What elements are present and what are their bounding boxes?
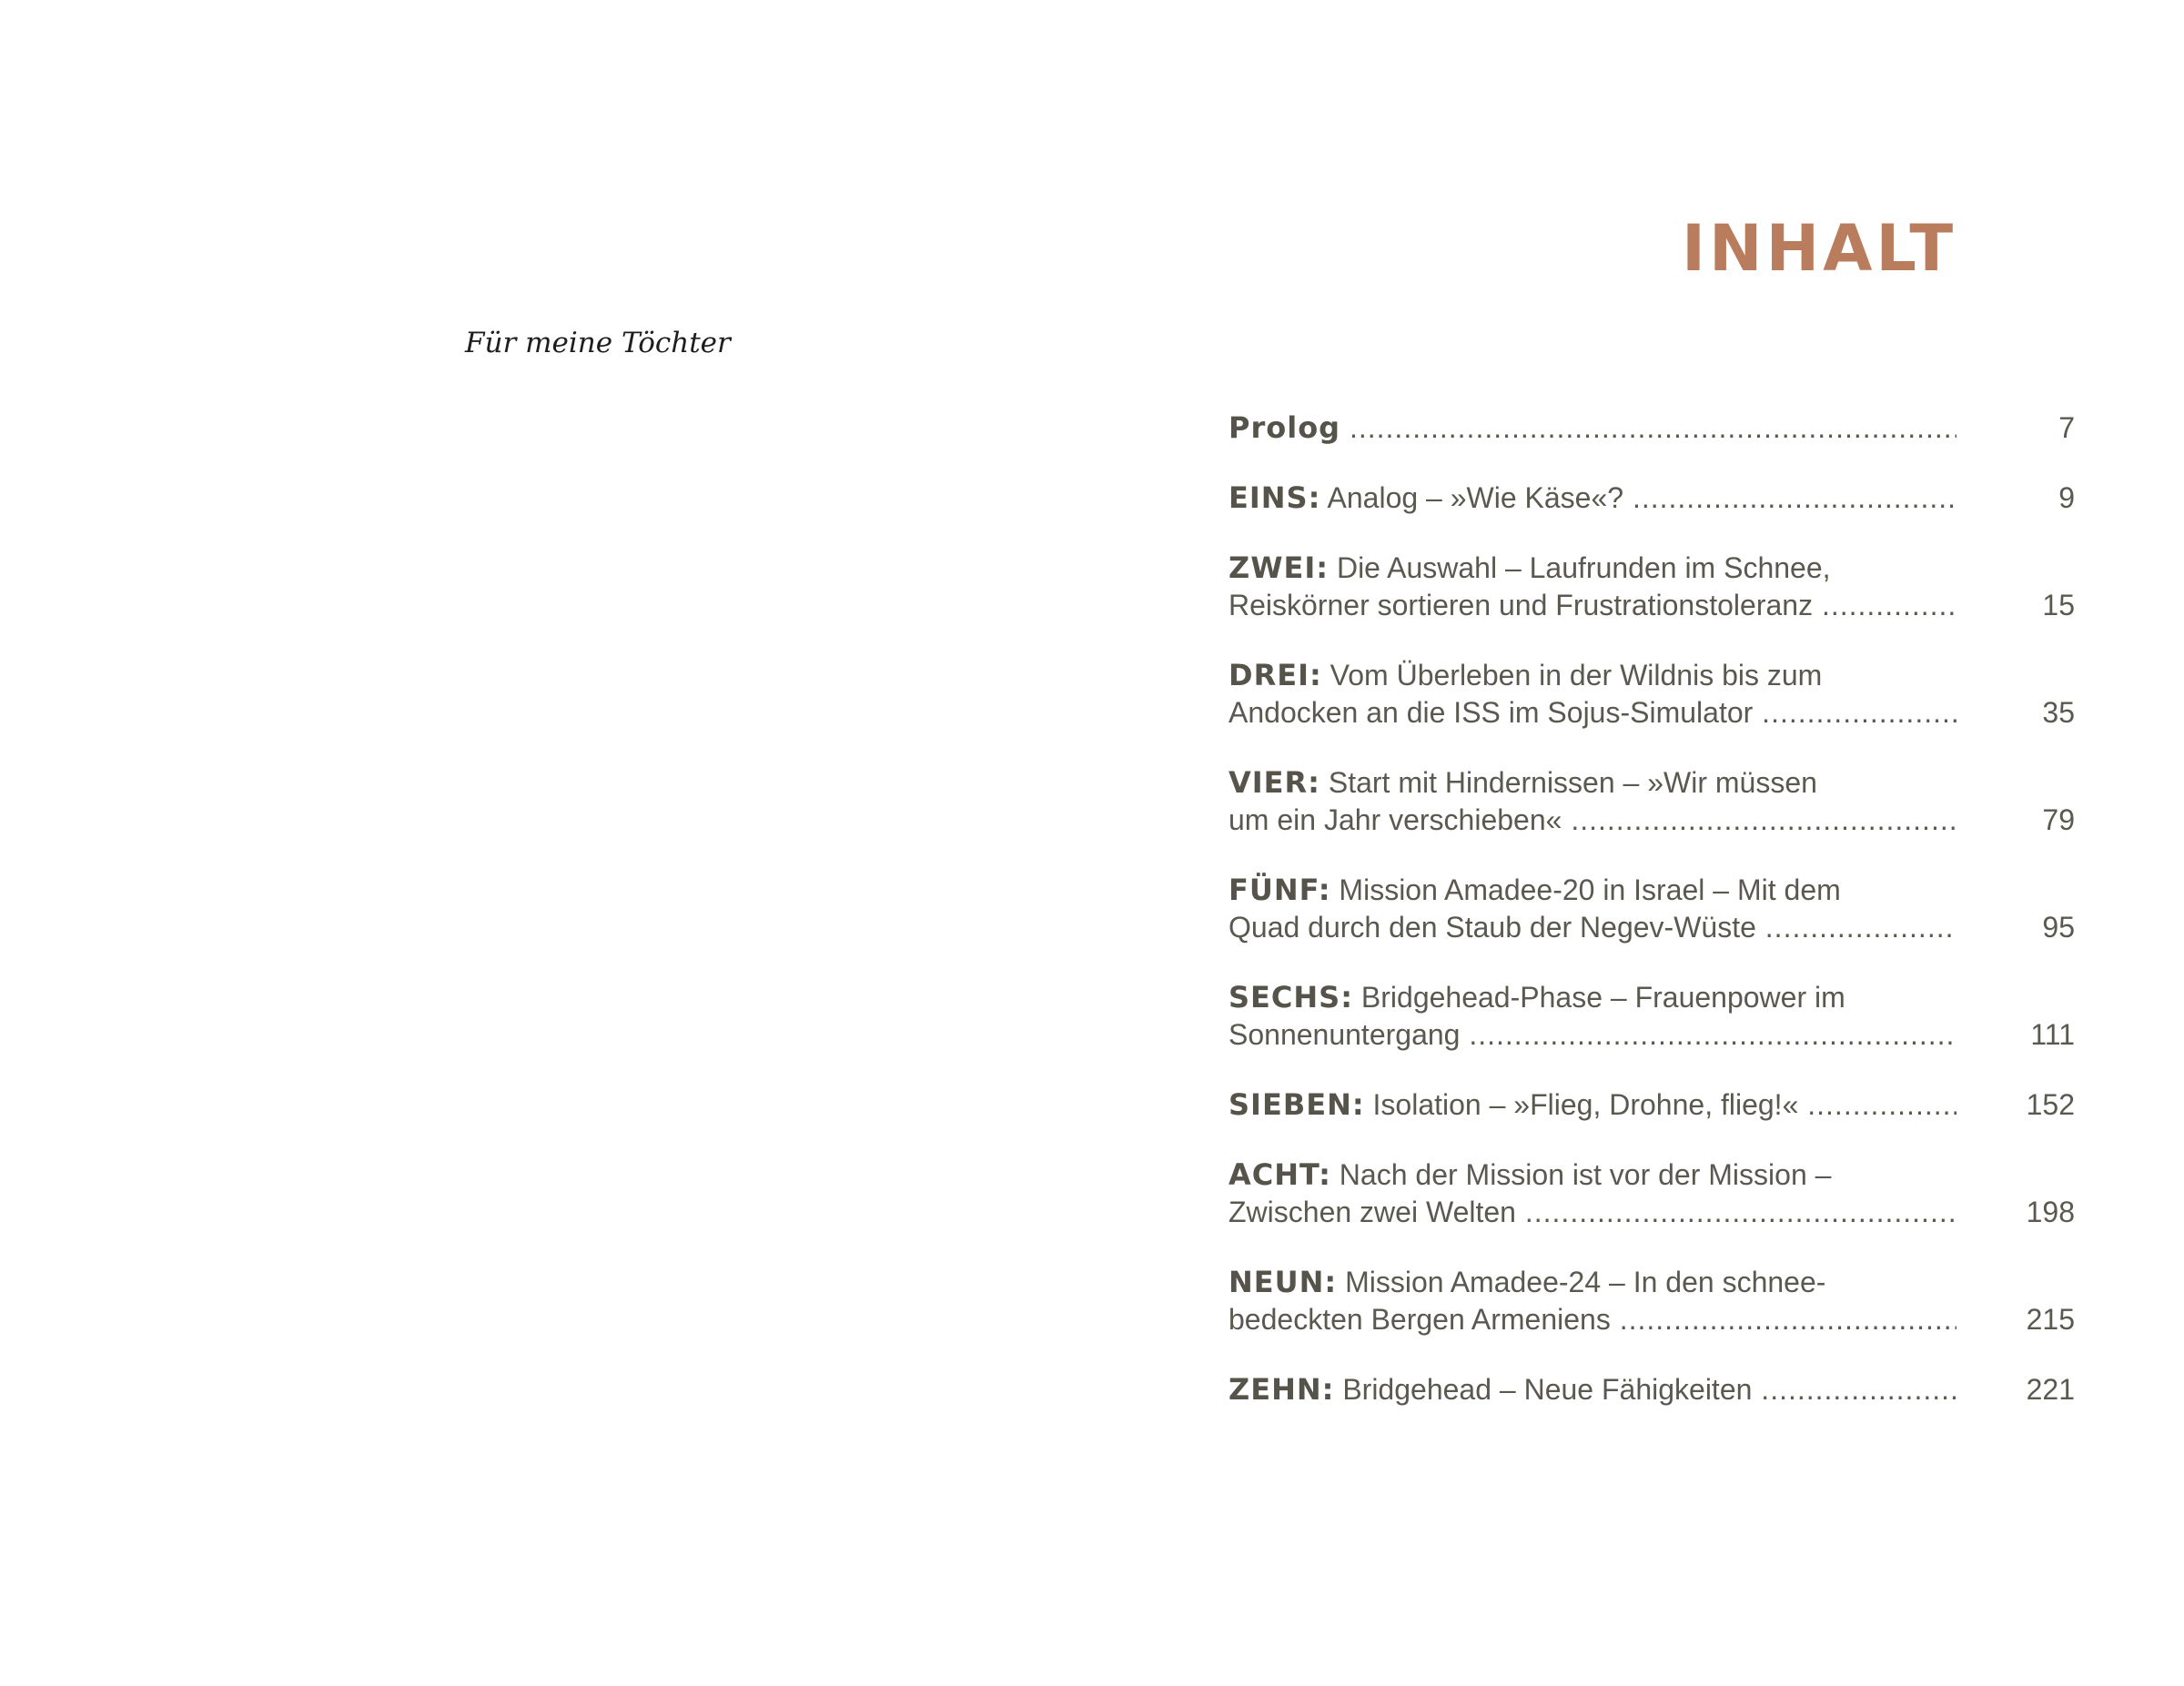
- toc-chapter-title: Nach der Mission ist vor der Mission –: [1330, 1158, 1832, 1191]
- toc-entry-text: [1228, 1264, 1956, 1338]
- toc-entry: [1228, 979, 2184, 1054]
- toc-entry-line: [1228, 764, 1956, 802]
- toc-entry-line: [1228, 909, 1956, 946]
- toc-chapter-title: Bridgehead-Phase – Frauenpower im: [1353, 981, 1845, 1014]
- toc-chapter-label: EINS:: [1228, 480, 1321, 515]
- toc-chapter-title: Start mit Hindernissen – »Wir müssen: [1320, 766, 1817, 799]
- toc-page-number: 79: [2042, 803, 2075, 836]
- toc-entry-line: [1228, 409, 1956, 447]
- toc-chapter-title: bedeckten Bergen Armeniens: [1228, 1303, 1611, 1336]
- toc-entry: [1228, 1264, 2184, 1338]
- toc-entry-text: [1228, 979, 1956, 1054]
- toc-entry-line: [1228, 657, 1956, 694]
- toc-chapter-title: Vom Überleben in der Wildnis bis zum: [1321, 659, 1823, 692]
- toc-chapter-label: ZEHN:: [1228, 1372, 1335, 1407]
- dedication: Für meine Töchter: [465, 327, 731, 359]
- toc-chapter-label: NEUN:: [1228, 1265, 1338, 1299]
- toc-entry-line: [1228, 587, 1956, 624]
- toc-chapter-title: Sonnenuntergang: [1228, 1018, 1461, 1051]
- toc-entry: [1228, 480, 2184, 517]
- toc-entry: [1228, 1371, 2184, 1408]
- toc-page-number: 198: [2026, 1196, 2075, 1228]
- toc-entry-text: [1228, 480, 1956, 517]
- toc-entry-text: [1228, 1371, 1956, 1408]
- toc-chapter-title: Die Auswahl – Laufrunden im Schnee,: [1329, 551, 1831, 584]
- toc-entry-line: [1228, 979, 1956, 1016]
- toc-entry-text: [1228, 1086, 1956, 1124]
- toc-chapter-label: VIER:: [1228, 765, 1320, 800]
- toc-title: INHALT: [1682, 211, 1957, 286]
- toc-entry-line: [1228, 1301, 1956, 1338]
- toc-chapter-title: Isolation – »Flieg, Drohne, flieg!«: [1364, 1088, 1799, 1121]
- toc-chapter-title: Mission Amadee-20 in Israel – Mit dem: [1330, 873, 1841, 906]
- toc-chapter-label: Prolog: [1228, 410, 1341, 445]
- toc-chapter-label: DREI:: [1228, 658, 1322, 692]
- toc-entry: [1228, 550, 2184, 624]
- toc-entry-line: [1228, 802, 1956, 839]
- toc-entry: [1228, 657, 2184, 732]
- toc-chapter-label: ZWEI:: [1228, 550, 1330, 585]
- toc-entry-text: [1228, 872, 1956, 946]
- toc-entry-line: [1228, 1016, 1956, 1054]
- toc-entry-line: [1228, 1194, 1956, 1231]
- toc-chapter-label: ACHT:: [1228, 1157, 1331, 1192]
- toc-chapter-label: FÜNF:: [1228, 873, 1331, 907]
- toc-page-number: 35: [2042, 696, 2075, 729]
- toc-chapter-title: um ein Jahr verschieben«: [1228, 803, 1562, 836]
- right-page: [1092, 0, 2184, 1686]
- toc-chapter-title: Bridgehead – Neue Fähigkeiten: [1334, 1373, 1753, 1406]
- toc-entry: [1228, 1156, 2184, 1231]
- toc-entry-line: [1228, 480, 1956, 517]
- toc-entry-line: [1228, 1371, 1956, 1408]
- toc-entry-line: [1228, 1156, 1956, 1194]
- toc-entry: [1228, 764, 2184, 839]
- toc-page-number: 9: [2058, 481, 2075, 514]
- toc-entry-text: [1228, 1156, 1956, 1231]
- toc-entry-line: [1228, 872, 1956, 909]
- toc-entry-text: [1228, 550, 1956, 624]
- toc-entry-text: [1228, 764, 1956, 839]
- toc-chapter-title: Andocken an die ISS im Sojus-Simulator: [1228, 696, 1754, 729]
- toc-page-number: 221: [2026, 1373, 2075, 1406]
- toc-chapter-title: Analog – »Wie Käse«?: [1320, 481, 1624, 514]
- toc-entry-text: [1228, 657, 1956, 732]
- toc-entry-line: [1228, 1264, 1956, 1301]
- toc-chapter-label: SIEBEN:: [1228, 1087, 1365, 1122]
- toc-chapter-title: Quad durch den Staub der Negev-Wüste: [1228, 911, 1756, 944]
- toc-page-number: 7: [2058, 411, 2075, 444]
- toc-entry: [1228, 872, 2184, 946]
- toc-chapter-title: Zwischen zwei Welten: [1228, 1196, 1516, 1228]
- toc-chapter-title: Reiskörner sortieren und Frustrationstoleranz: [1228, 589, 1814, 621]
- toc-page-number: 111: [2030, 1018, 2075, 1051]
- toc-entry-text: [1228, 409, 1956, 447]
- toc-page-number: 95: [2042, 911, 2075, 944]
- toc-page-number: 215: [2026, 1303, 2075, 1336]
- toc-entry-line: [1228, 1086, 1956, 1124]
- toc-entry-line: [1228, 694, 1956, 732]
- toc-chapter-title: Mission Amadee-24 – In den schnee-: [1337, 1266, 1826, 1298]
- toc-entry: [1228, 1086, 2184, 1124]
- toc-page-number: 15: [2042, 589, 2075, 621]
- toc-page-number: 152: [2026, 1088, 2075, 1121]
- toc-chapter-label: SECHS:: [1228, 980, 1354, 1015]
- toc-entry-line: [1228, 550, 1956, 587]
- toc-entry: [1228, 409, 2184, 447]
